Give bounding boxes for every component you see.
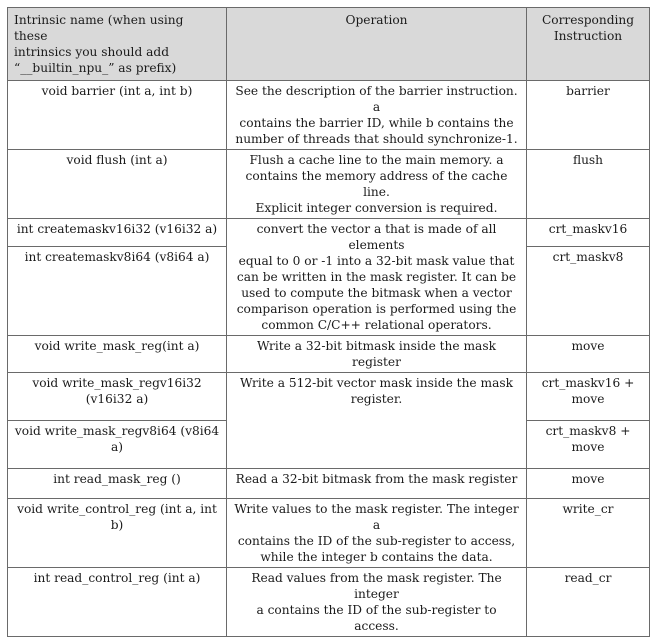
table-row: [8, 150, 650, 219]
instruction-cell: crt_maskv16 + move: [527, 373, 650, 421]
intrinsic-cell: void write_mask_regv8i64 (v8i64 a): [8, 421, 227, 469]
table-row: [8, 219, 650, 247]
intrinsic-cell: void flush (int a): [8, 150, 227, 219]
operation-cell: Write values to the mask register. The integer a contains the ID of the sub-register to access, while the integer b contains the data.: [227, 499, 527, 568]
instruction-cell: crt_maskv8 + move: [527, 421, 650, 469]
header-instruction: Corresponding Instruction: [527, 8, 650, 81]
instruction-cell: move: [527, 336, 650, 373]
instruction-cell: crt_maskv8: [527, 247, 650, 336]
instruction-cell: read_cr: [527, 568, 650, 637]
header-row: [8, 8, 650, 81]
intrinsic-cell: void write_mask_regv16i32 (v16i32 a): [8, 373, 227, 421]
header-intrinsic-name: Intrinsic name (when using these intrinsics you should add “__builtin_npu_” as prefix): [8, 8, 227, 81]
operation-cell: Read a 32-bit bitmask from the mask register: [227, 469, 527, 499]
operation-cell: Flush a cache line to the main memory. a contains the memory address of the cache line. Explicit integer conversion is required.: [227, 150, 527, 219]
operation-cell: Read values from the mask register. The integer a contains the ID of the sub-register to access.: [227, 568, 527, 637]
intrinsic-cell: int read_mask_reg (): [8, 469, 227, 499]
operation-cell: See the description of the barrier instruction. a contains the barrier ID, while b contains the number of threads that should synchronize-1.: [227, 81, 527, 150]
intrinsic-cell: void write_mask_reg(int a): [8, 336, 227, 373]
instruction-cell: barrier: [527, 81, 650, 150]
table-row: [8, 81, 650, 150]
table-row: [8, 373, 650, 421]
intrinsic-cell: void barrier (int a, int b): [8, 81, 227, 150]
intrinsic-cell: void write_control_reg (int a, int b): [8, 499, 227, 568]
instruction-cell: flush: [527, 150, 650, 219]
instruction-cell: move: [527, 469, 650, 499]
instruction-cell: write_cr: [527, 499, 650, 568]
intrinsic-cell: int createmaskv8i64 (v8i64 a): [8, 247, 227, 336]
operation-cell: convert the vector a that is made of all elements equal to 0 or -1 into a 32-bit mask value that can be written in the mask register. It can be used to compute the bitmask when a vector comparison operation is performed using the common C/C++ relational operators.: [227, 219, 527, 336]
intrinsic-cell: int createmaskv16i32 (v16i32 a): [8, 219, 227, 247]
table-row: [8, 568, 650, 637]
table-row: [8, 336, 650, 373]
table-row: [8, 469, 650, 499]
operation-cell: Write a 32-bit bitmask inside the mask register: [227, 336, 527, 373]
header-operation: Operation: [227, 8, 527, 81]
table-row: [8, 499, 650, 568]
intrinsic-cell: int read_control_reg (int a): [8, 568, 227, 637]
instruction-cell: crt_maskv16: [527, 219, 650, 247]
operation-cell: Write a 512-bit vector mask inside the mask register.: [227, 373, 527, 469]
intrinsics-table: [7, 7, 650, 637]
